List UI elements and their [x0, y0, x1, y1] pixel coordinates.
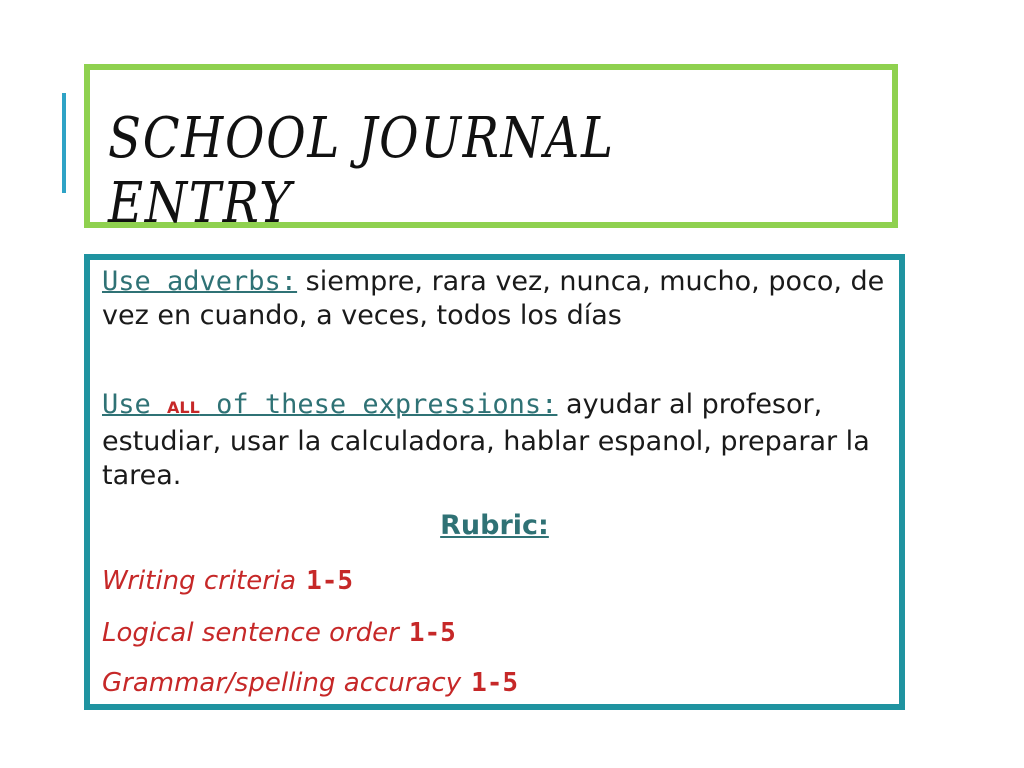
rubric-criterion	[102, 566, 353, 596]
slide-title: SCHOOL JOURNAL ENTRY	[108, 106, 615, 236]
expressions-label-end: of these expressions:	[199, 389, 558, 420]
title-box	[84, 64, 898, 236]
criterion-score: 1-5	[306, 566, 354, 596]
expressions-label	[102, 389, 557, 420]
criterion-score: 1-5	[408, 618, 456, 648]
content-box	[84, 254, 905, 710]
criterion-score: 1-5	[471, 668, 519, 698]
criterion-label: Writing criteria	[102, 566, 297, 596]
adverbs-label: Use adverbs:	[102, 266, 298, 297]
rubric-criterion	[102, 668, 518, 698]
expressions-text: ayudar al profesor, estudiar, usar la calculadora, hablar espanol, preparar la tarea.	[102, 389, 870, 491]
all-emphasis: ALL	[167, 398, 200, 417]
rubric-heading: Rubric:	[440, 510, 549, 541]
accent-bar	[62, 93, 66, 193]
rubric-criterion	[102, 618, 456, 648]
criterion-label: Grammar/spelling accuracy	[102, 668, 462, 698]
expressions-label-start: Use	[102, 389, 168, 420]
expressions-paragraph	[102, 388, 892, 493]
criterion-label: Logical sentence order	[102, 618, 399, 648]
adverbs-paragraph	[102, 265, 892, 333]
adverbs-text: siempre, rara vez, nunca, mucho, poco, de vez en cuando, a veces, todos los días	[102, 266, 885, 331]
